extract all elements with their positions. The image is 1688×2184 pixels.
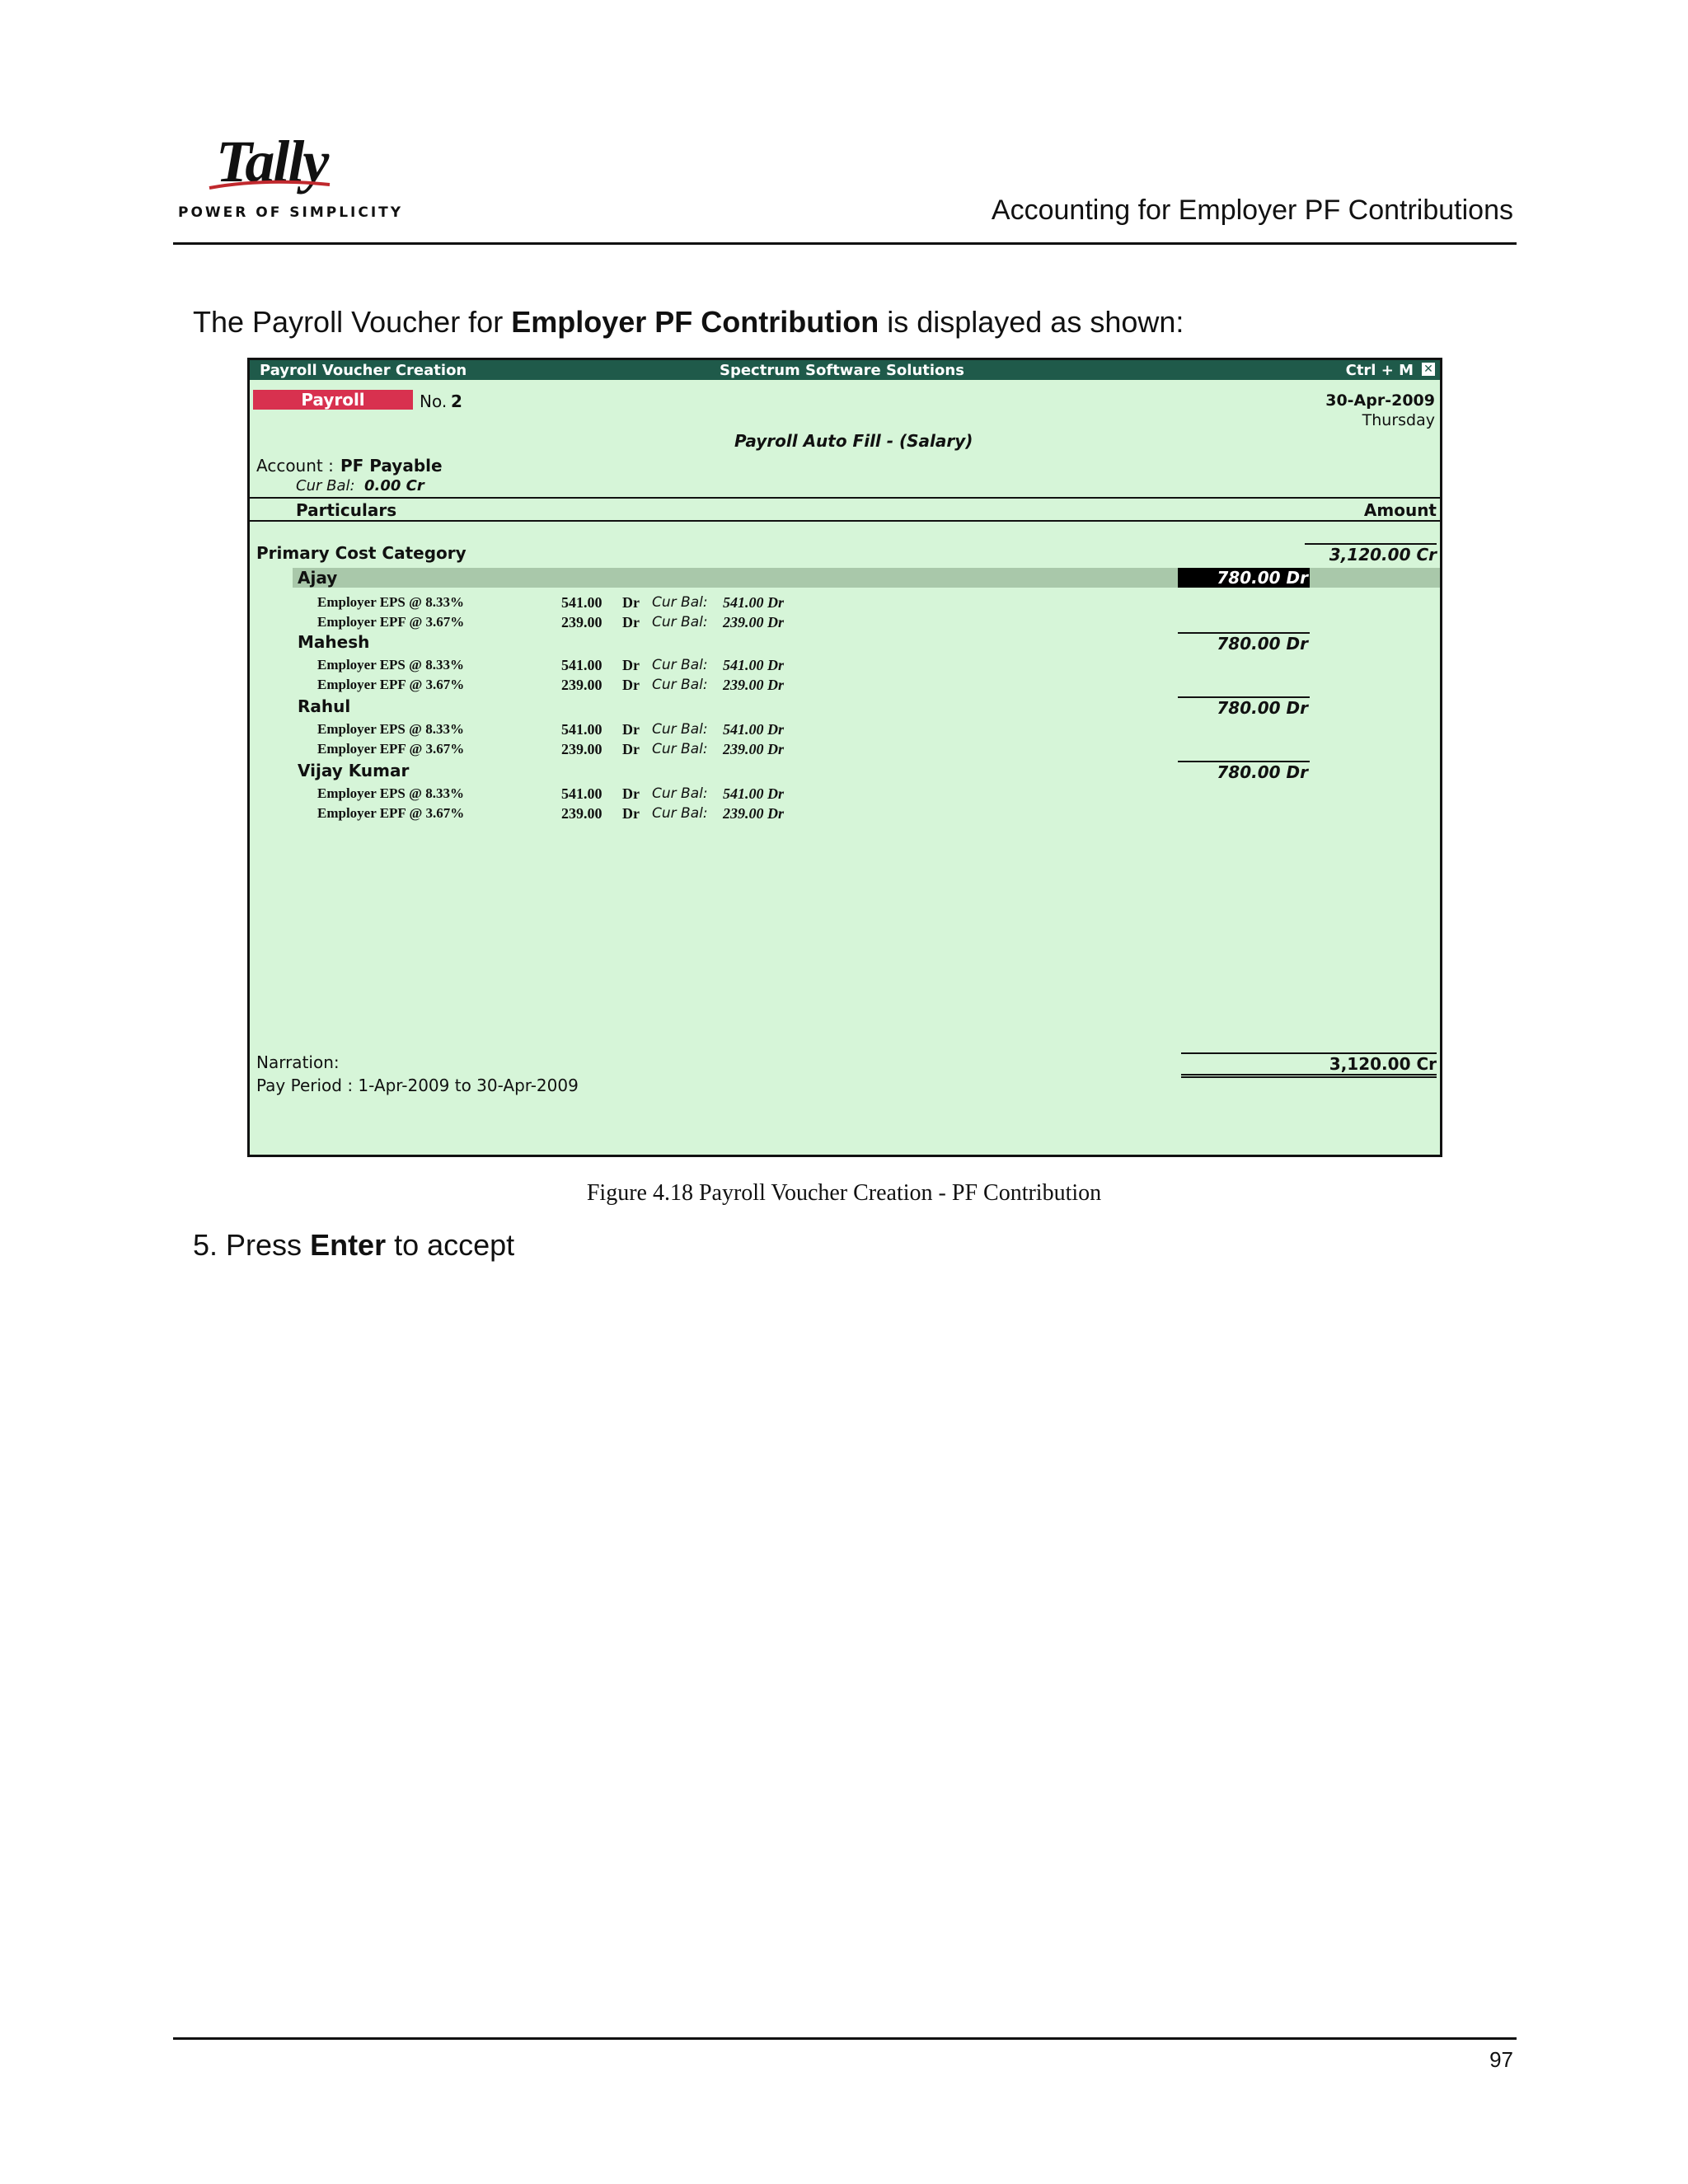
- step-prefix: 5. Press: [193, 1228, 311, 1262]
- pay-head-amount: 541.00: [561, 657, 603, 673]
- table-top-divider: [250, 497, 1440, 499]
- pay-head-cur-bal-value: 239.00 Dr: [723, 805, 785, 822]
- logo-tagline: POWER OF SIMPLICITY: [178, 204, 404, 221]
- shortcut-label: Ctrl + M: [1345, 362, 1414, 379]
- pay-head-dr: Dr: [622, 677, 640, 693]
- tally-logo: [175, 129, 404, 223]
- pay-head-amount: 239.00: [561, 805, 603, 822]
- pay-head-amount: 541.00: [561, 594, 603, 611]
- pay-head-cur-bal-value: 239.00 Dr: [723, 614, 785, 630]
- pay-head-cur-bal-label: Cur Bal:: [652, 721, 708, 738]
- voucher-no-value: 2: [451, 391, 462, 411]
- account-current-balance: [296, 477, 424, 494]
- instruction-step: [193, 1228, 514, 1263]
- cur-bal-label: Cur Bal:: [296, 477, 355, 494]
- window-title-bar: [250, 360, 1440, 380]
- pay-head-cur-bal-label: Cur Bal:: [652, 614, 708, 630]
- intro-text-before: The Payroll Voucher for: [193, 305, 512, 339]
- pay-head-name: Employer EPF @ 3.67%: [317, 741, 465, 757]
- account-field[interactable]: PF Payable: [340, 456, 443, 476]
- pay-head-cur-bal-value: 239.00 Dr: [723, 677, 785, 693]
- intro-text-bold: Employer PF Contribution: [511, 305, 879, 339]
- employee-amount[interactable]: 780.00 Dr: [1178, 696, 1310, 718]
- pay-head-dr: Dr: [622, 721, 640, 738]
- employee-name[interactable]: Rahul: [298, 696, 351, 716]
- footer-divider: [173, 2037, 1517, 2040]
- employee-amount-input[interactable]: 780.00 Dr: [1178, 568, 1310, 588]
- cost-category-name: Primary Cost Category: [256, 543, 467, 563]
- pay-head-name: Employer EPS @ 8.33%: [317, 657, 464, 673]
- employee-name[interactable]: Ajay: [298, 568, 338, 588]
- pay-head-name: Employer EPS @ 8.33%: [317, 785, 464, 801]
- narration-label[interactable]: Narration:: [256, 1052, 340, 1072]
- pay-head-cur-bal-label: Cur Bal:: [652, 805, 708, 822]
- employee-amount[interactable]: 780.00 Dr: [1178, 632, 1310, 654]
- table-header-divider: [250, 520, 1440, 522]
- pay-head-cur-bal-value: 541.00 Dr: [723, 721, 785, 738]
- pay-period-text: Pay Period : 1-Apr-2009 to 30-Apr-2009: [256, 1076, 579, 1095]
- close-icon[interactable]: ✕: [1422, 363, 1435, 376]
- page-header-title: Accounting for Employer PF Contributions: [991, 194, 1513, 226]
- pay-head-dr: Dr: [622, 805, 640, 822]
- pay-head-dr: Dr: [622, 657, 640, 673]
- employee-name[interactable]: Mahesh: [298, 632, 370, 652]
- intro-paragraph: [193, 305, 1184, 340]
- pay-head-cur-bal-label: Cur Bal:: [652, 677, 708, 693]
- step-suffix: to accept: [386, 1228, 515, 1262]
- step-key: Enter: [310, 1228, 387, 1262]
- pay-head-cur-bal-value: 541.00 Dr: [723, 594, 785, 611]
- logo-swoosh-icon: [208, 180, 331, 191]
- voucher-date[interactable]: 30-Apr-2009: [1325, 391, 1435, 410]
- figure-caption: Figure 4.18 Payroll Voucher Creation - PF Contribution: [586, 1180, 1102, 1206]
- pay-head-cur-bal-label: Cur Bal:: [652, 657, 708, 673]
- pay-head-name: Employer EPF @ 3.67%: [317, 677, 465, 692]
- pay-head-name: Employer EPF @ 3.67%: [317, 614, 465, 630]
- cur-bal-value: 0.00 Cr: [364, 477, 424, 494]
- pay-head-amount: 541.00: [561, 721, 603, 738]
- pay-head-dr: Dr: [622, 741, 640, 757]
- pay-head-cur-bal-value: 239.00 Dr: [723, 741, 785, 757]
- pay-head-dr: Dr: [622, 785, 640, 802]
- pay-head-cur-bal-label: Cur Bal:: [652, 785, 708, 802]
- column-header-particulars: Particulars: [296, 500, 397, 520]
- voucher-day: Thursday: [1362, 411, 1435, 429]
- pay-head-name: Employer EPS @ 8.33%: [317, 594, 464, 610]
- pay-head-cur-bal-label: Cur Bal:: [652, 594, 708, 611]
- voucher-type-badge[interactable]: Payroll: [253, 390, 413, 410]
- employee-name[interactable]: Vijay Kumar: [298, 761, 410, 780]
- auto-fill-title: Payroll Auto Fill - (Salary): [734, 431, 973, 451]
- cost-category-total: 3,120.00 Cr: [1305, 543, 1437, 565]
- header-divider: [173, 242, 1517, 245]
- payroll-voucher-screen: [247, 358, 1442, 1157]
- pay-head-amount: 239.00: [561, 741, 603, 757]
- window-title: Payroll Voucher Creation: [260, 362, 467, 379]
- pay-head-amount: 239.00: [561, 614, 603, 630]
- voucher-no-label: No.: [420, 391, 448, 411]
- logo-wordmark: Tally: [216, 129, 328, 194]
- pay-head-name: Employer EPF @ 3.67%: [317, 805, 465, 821]
- voucher-total: 3,120.00 Cr: [1181, 1052, 1437, 1078]
- pay-head-name: Employer EPS @ 8.33%: [317, 721, 464, 737]
- page-number: 97: [1489, 2047, 1513, 2072]
- intro-text-after: is displayed as shown:: [879, 305, 1184, 339]
- pay-head-cur-bal-value: 541.00 Dr: [723, 785, 785, 802]
- pay-head-cur-bal-label: Cur Bal:: [652, 741, 708, 757]
- column-header-amount: Amount: [1363, 500, 1437, 520]
- employee-amount[interactable]: 780.00 Dr: [1178, 761, 1310, 782]
- pay-head-cur-bal-value: 541.00 Dr: [723, 657, 785, 673]
- pay-head-dr: Dr: [622, 594, 640, 611]
- pay-head-amount: 541.00: [561, 785, 603, 802]
- pay-head-dr: Dr: [622, 614, 640, 630]
- pay-head-amount: 239.00: [561, 677, 603, 693]
- company-name: Spectrum Software Solutions: [720, 362, 964, 379]
- account-label: Account :: [256, 456, 334, 476]
